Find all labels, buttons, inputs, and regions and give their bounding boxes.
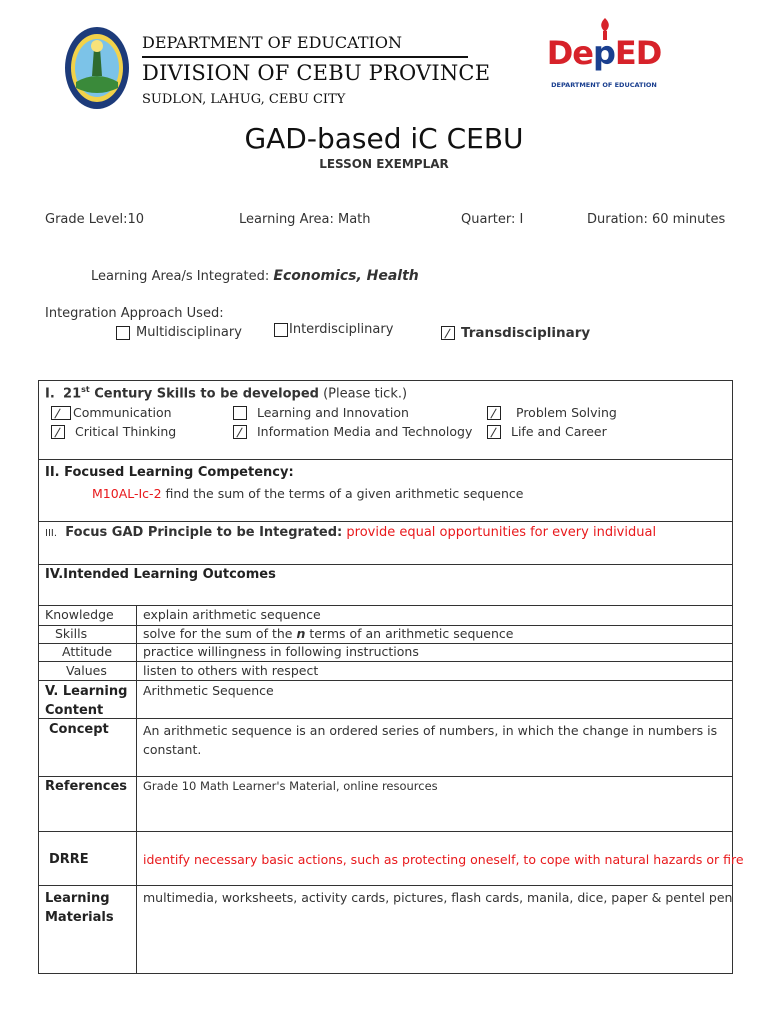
section-gad: III. Focus GAD Principle to be Integrated: provide equal opportunities for every individual bbox=[45, 525, 657, 540]
approach-option-multidisciplinary[interactable]: Multidisciplinary bbox=[116, 325, 242, 340]
checkbox-checked[interactable] bbox=[441, 326, 455, 340]
skill-life-career[interactable]: Life and Career bbox=[487, 424, 607, 439]
section-skills-title: I. 21st Century Skills to be developed (Please tick.) bbox=[45, 385, 408, 402]
lesson-table bbox=[38, 380, 744, 974]
header-divider bbox=[142, 56, 468, 58]
outcome-value-attitude: practice willingness in following instructions bbox=[143, 644, 419, 659]
drre-label: DRRE bbox=[49, 852, 89, 867]
quarter: Quarter: I bbox=[461, 212, 524, 227]
skill-communication[interactable]: Communication bbox=[51, 405, 172, 420]
skill-info-media-tech[interactable]: Information Media and Technology bbox=[233, 424, 472, 439]
department-name: DEPARTMENT OF EDUCATION bbox=[142, 33, 402, 52]
page-title: GAD-based iC CEBU bbox=[244, 122, 524, 155]
section-competency-title: II. Focused Learning Competency: bbox=[45, 465, 294, 480]
gad-principle-value: provide equal opportunities for every individual bbox=[346, 525, 657, 540]
outcome-value-knowledge: explain arithmetic sequence bbox=[143, 607, 321, 622]
outcome-value-skills: solve for the sum of the n terms of an arithmetic sequence bbox=[143, 626, 514, 641]
content-label: V. Learning Content bbox=[45, 684, 128, 718]
outcome-label-skills: Skills bbox=[55, 626, 88, 641]
checkbox-checked[interactable] bbox=[233, 425, 247, 439]
learning-area: Learning Area: Math bbox=[239, 212, 371, 227]
page-subtitle: LESSON EXEMPLAR bbox=[319, 157, 449, 171]
materials-label: Learning Materials bbox=[45, 891, 114, 925]
checkbox-checked[interactable] bbox=[51, 406, 71, 420]
checkbox-checked[interactable] bbox=[487, 425, 501, 439]
areas-integrated: Learning Area/s Integrated: Economics, Health bbox=[91, 268, 419, 284]
skill-problem-solving[interactable]: Problem Solving bbox=[487, 405, 617, 420]
grade-level: Grade Level:10 bbox=[45, 212, 145, 227]
competency-code: M10AL-Ic-2 bbox=[92, 486, 162, 501]
outcome-value-values: listen to others with respect bbox=[143, 663, 319, 678]
division-seal-logo bbox=[64, 26, 130, 110]
outcome-label-knowledge: Knowledge bbox=[45, 607, 114, 622]
outcome-label-values: Values bbox=[66, 663, 107, 678]
section-outcomes-title: IV.Intended Learning Outcomes bbox=[45, 567, 276, 582]
skill-critical-thinking[interactable]: Critical Thinking bbox=[51, 424, 176, 439]
content-value: Arithmetic Sequence bbox=[143, 683, 274, 698]
integration-approach-label: Integration Approach Used: bbox=[45, 306, 224, 321]
deped-logo-subtitle: DEPARTMENT OF EDUCATION bbox=[551, 81, 657, 89]
checkbox[interactable] bbox=[233, 406, 247, 420]
competency-line: M10AL-Ic-2 find the sum of the terms of a given arithmetic sequence bbox=[92, 486, 524, 501]
concept-value: An arithmetic sequence is an ordered series of numbers, in which the change in numbers is constant. bbox=[143, 723, 718, 757]
deped-logo bbox=[545, 14, 663, 98]
references-label: References bbox=[45, 779, 128, 794]
concept-label: Concept bbox=[49, 722, 109, 737]
skill-learning-innovation[interactable]: Learning and Innovation bbox=[233, 405, 409, 420]
approach-option-transdisciplinary[interactable]: Transdisciplinary bbox=[441, 325, 590, 341]
deped-wordmark: DepED bbox=[546, 34, 662, 72]
materials-value: multimedia, worksheets, activity cards, pictures, flash cards, manila, dice, paper & pentel pen bbox=[143, 890, 733, 905]
checkbox[interactable] bbox=[274, 323, 288, 337]
division-address: SUDLON, LAHUG, CEBU CITY bbox=[142, 92, 346, 107]
checkbox-checked[interactable] bbox=[51, 425, 65, 439]
drre-value: identify necessary basic actions, such as protecting oneself, to cope with natural hazards or fire bbox=[143, 852, 744, 867]
division-name: DIVISION OF CEBU PROVINCE bbox=[142, 61, 491, 85]
references-value: Grade 10 Math Learner's Material, online resources bbox=[143, 779, 438, 793]
checkbox[interactable] bbox=[116, 326, 130, 340]
duration: Duration: 60 minutes bbox=[587, 212, 726, 227]
approach-option-interdisciplinary[interactable]: Interdisciplinary bbox=[274, 322, 393, 337]
outcome-label-attitude: Attitude bbox=[62, 644, 113, 659]
areas-integrated-value: Economics, Health bbox=[273, 268, 419, 284]
checkbox-checked[interactable] bbox=[487, 406, 501, 420]
